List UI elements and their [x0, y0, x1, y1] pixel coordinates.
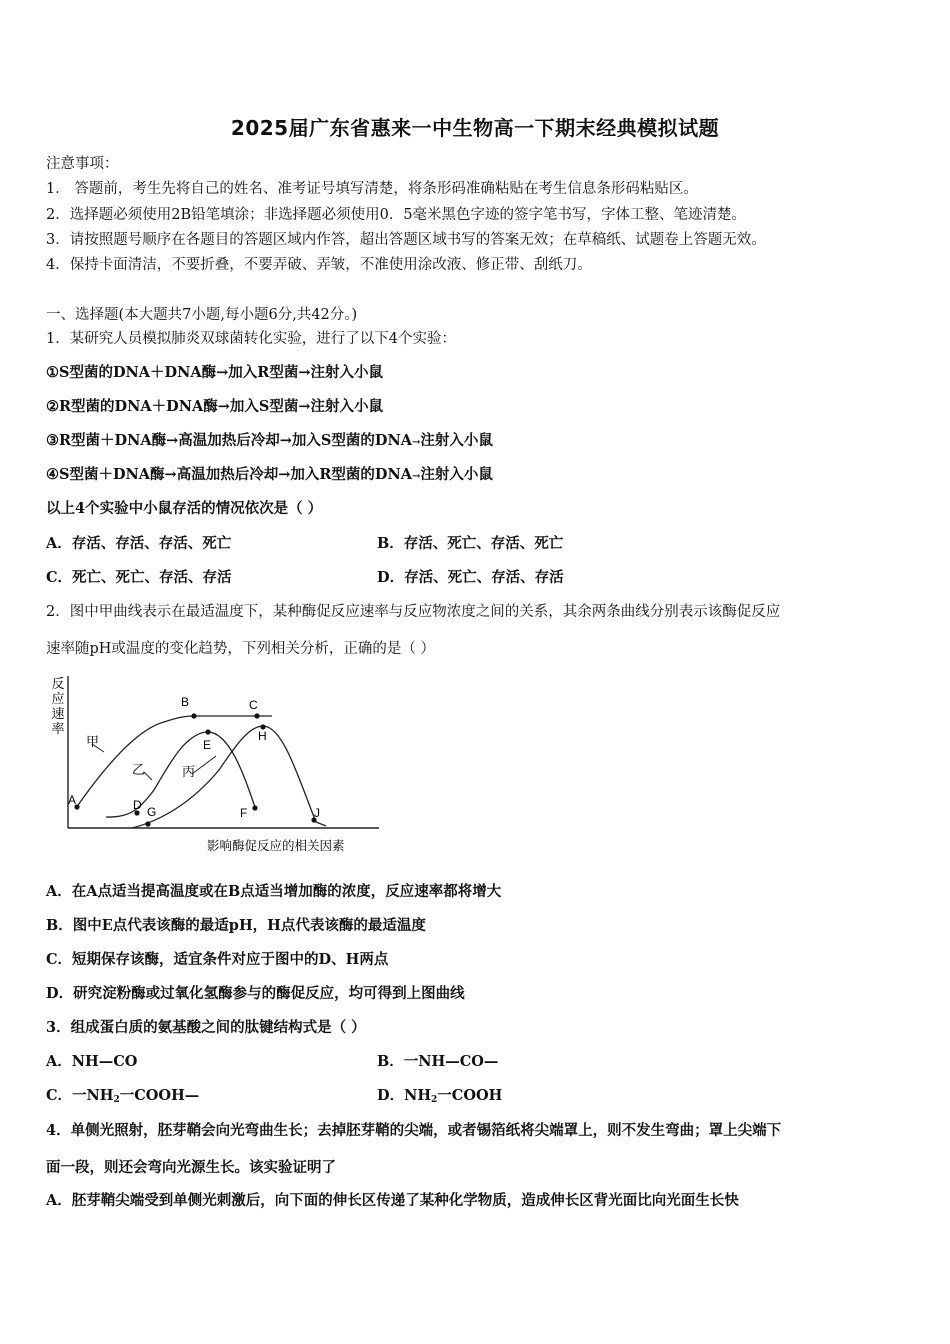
section-heading: 一、选择题(本大题共7小题,每小题6分,共42分。): [46, 307, 358, 323]
q1-option-d[interactable]: D．存活、死亡、存活、存活: [377, 569, 564, 586]
q1-experiment-3-inject: 注射入小鼠: [420, 432, 493, 449]
subscript: 2: [431, 1095, 438, 1105]
q1-experiment-3-text: ③R型菌＋DNA酶→高温加热后冷却→加入S型菌的DNA: [46, 432, 412, 449]
y-axis-label-char: 应: [51, 691, 65, 706]
q1-experiment-2: ②R型菌的DNA＋DNA酶→加入S型菌→注射入小鼠: [46, 398, 383, 415]
q2-stem-line2: 速率随pH或温度的变化趋势，下列相关分析，正确的是（ ）: [46, 641, 436, 657]
point-label-h: H: [258, 729, 267, 743]
q1-experiment-1: ①S型菌的DNA＋DNA酶→加入R型菌→注射入小鼠: [46, 364, 383, 381]
q2-option-c[interactable]: C．短期保存该酶，适宜条件对应于图中的D、H两点: [46, 951, 389, 968]
point-g: [145, 821, 150, 826]
point-label-e: E: [203, 738, 212, 752]
y-axis-label-char: 速: [51, 706, 65, 721]
point-f: [252, 805, 257, 810]
q1-experiment-4: [46, 463, 493, 484]
q4-stem-line1: 4．单侧光照射，胚芽鞘会向光弯曲生长；去掉胚芽鞘的尖端，或者锡箔纸将尖端罩上，则不发生弯曲；罩上尖端下: [46, 1122, 782, 1139]
q3-option-b[interactable]: B．一NH—CO—: [377, 1053, 499, 1070]
curve-jia: [76, 716, 272, 808]
leader-line: [144, 772, 152, 780]
curve-label-bing: 丙: [182, 764, 196, 779]
point-label-c: C: [249, 698, 258, 712]
y-axis-label-char: 率: [51, 721, 65, 736]
notice-item: 3．请按照题号顺序在各题目的答题区域内作答，超出答题区域书写的答案无效；在草稿纸、试题卷上答题无效。: [46, 232, 766, 248]
q3-option-d-text: D．NH: [377, 1087, 432, 1104]
point-label-a: A: [68, 793, 77, 807]
q3-option-c-text-tail: 一COOH—: [119, 1087, 200, 1104]
point-label-d: D: [133, 798, 142, 812]
q2-option-a[interactable]: A．在A点适当提高温度或在B点适当增加酶的浓度，反应速率都将增大: [46, 883, 502, 900]
q1-question: 以上4个实验中小鼠存活的情况依次是（ ）: [46, 500, 323, 517]
q3-option-d[interactable]: [377, 1084, 502, 1105]
notice-item: 1． 答题前，考生先将自己的姓名、准考证号填写清楚，将条形码准确粘贴在考生信息条形码粘贴区。: [46, 181, 698, 197]
point-label-b: B: [181, 695, 190, 709]
q1-experiment-4-inject: 注射入小鼠: [420, 466, 493, 483]
q4-stem-line2: 面一段，则还会弯向光源生长。该实验证明了: [46, 1159, 336, 1176]
notice-item: 4．保持卡面清洁，不要折叠，不要弄破、弄皱，不准使用涂改液、修正带、刮纸刀。: [46, 257, 592, 273]
q1-experiment-3: [46, 429, 493, 450]
arrow-glyph: →: [411, 437, 421, 448]
point-e: [205, 729, 210, 734]
curve-label-jia: 甲: [86, 734, 100, 749]
subscript: 2: [113, 1095, 120, 1105]
point-label-j: J: [314, 806, 320, 820]
leader-line: [192, 756, 216, 774]
notice-item: 2．选择题必须使用2B铅笔填涂；非选择题必须使用0．5毫米黑色字迹的签字笔书写，字体工整、笔迹清楚。: [46, 207, 747, 223]
q2-option-b[interactable]: B．图中E点代表该酶的最适pH，H点代表该酶的最适温度: [46, 917, 426, 934]
q3-option-a[interactable]: A．NH—CO: [46, 1053, 138, 1070]
point-label-g: G: [147, 805, 157, 819]
q3-option-c[interactable]: [46, 1084, 199, 1105]
curve-label-yi: 乙: [132, 762, 146, 777]
q2-stem-line1: 2．图中甲曲线表示在最适温度下，某种酶促反应速率与反应物浓度之间的关系，其余两条曲线分别表示该酶促反应: [46, 604, 781, 620]
point-b: [191, 713, 196, 718]
q1-option-b[interactable]: B．存活、死亡、存活、死亡: [377, 535, 564, 552]
q3-stem: 3．组成蛋白质的氨基酸之间的肽键结构式是（ ）: [46, 1019, 366, 1036]
q1-experiment-4-text: ④S型菌＋DNA酶→高温加热后冷却→加入R型菌的DNA: [46, 466, 412, 483]
q2-option-d[interactable]: D．研究淀粉酶或过氧化氢酶参与的酶促反应，均可得到上图曲线: [46, 985, 465, 1002]
q3-option-d-text-tail: 一COOH: [437, 1087, 503, 1104]
q1-stem: 1．某研究人员模拟肺炎双球菌转化实验，进行了以下4个实验：: [46, 331, 456, 347]
q4-option-a[interactable]: A．胚芽鞘尖端受到单侧光刺激后，向下面的伸长区传递了某种化学物质，造成伸长区背光面比向光面生长快: [46, 1192, 739, 1209]
enzyme-rate-figure: [44, 670, 384, 860]
arrow-glyph: →: [411, 471, 421, 482]
notice-heading: 注意事项：: [46, 156, 119, 172]
x-axis-label: 影响酶促反应的相关因素: [207, 839, 345, 853]
page-title: 2025届广东省惠来一中生物高一下期末经典模拟试题: [230, 116, 720, 140]
y-axis-label-char: 反: [51, 676, 65, 691]
q1-option-c[interactable]: C．死亡、死亡、存活、存活: [46, 569, 232, 586]
point-c: [254, 713, 259, 718]
q1-option-a[interactable]: A．存活、存活、存活、死亡: [46, 535, 232, 552]
q3-option-c-text: C．一NH: [46, 1087, 114, 1104]
point-label-f: F: [240, 806, 248, 820]
